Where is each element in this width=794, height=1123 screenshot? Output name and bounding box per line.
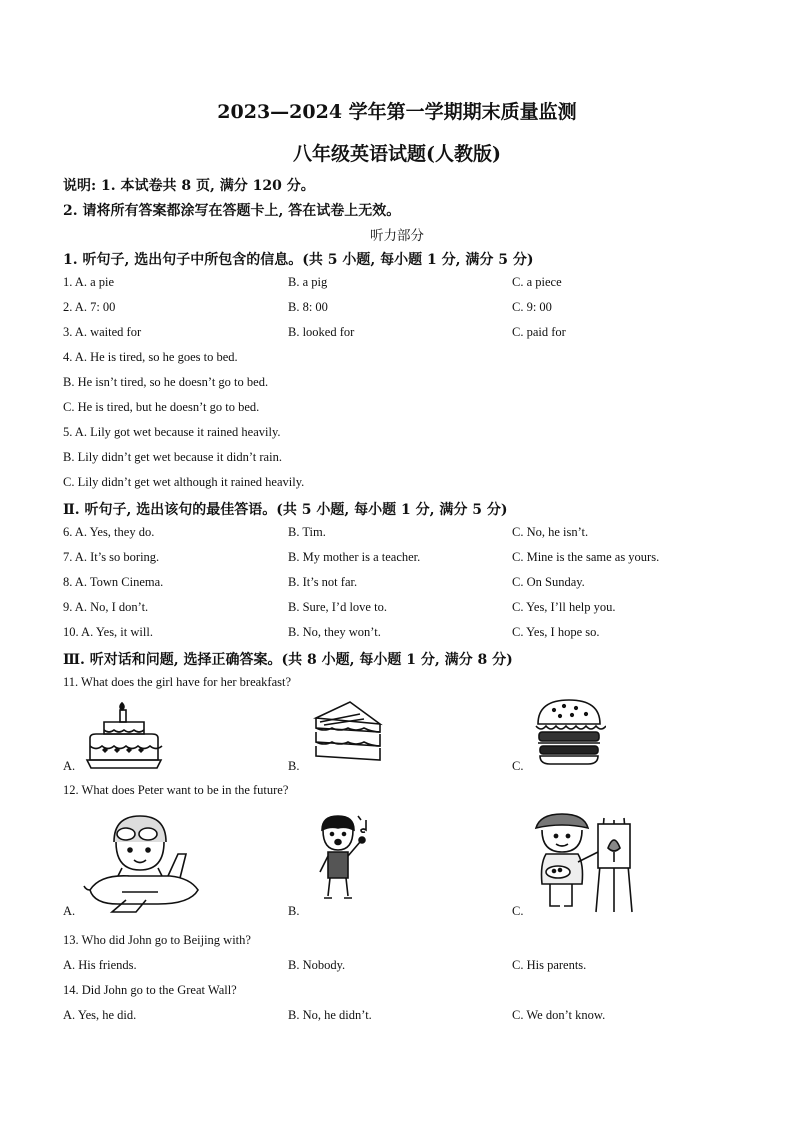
option-c: C. 9: 00: [512, 300, 552, 314]
option-c: C. No, he isn’t.: [512, 525, 589, 539]
option-c: C. paid for: [512, 325, 566, 339]
picture-label-a: A.: [63, 904, 76, 918]
question-line: [63, 375, 763, 393]
painter-with-easel-icon: [528, 810, 648, 914]
option-a: 1. A. a pie: [63, 275, 115, 289]
option-b: B. It’s not far.: [288, 575, 358, 589]
option-c: C. He is tired, but he doesn’t go to bed.: [63, 400, 260, 414]
option-c: C. His parents.: [512, 958, 587, 972]
option-c: C. Mine is the same as yours.: [512, 550, 660, 564]
option-c: C. On Sunday.: [512, 575, 585, 589]
option-b: B. Lily didn’t get wet because it didn’t rain.: [63, 450, 282, 464]
question-line: [63, 425, 763, 443]
question-row: [63, 275, 763, 293]
question-row: [63, 575, 763, 593]
note-2: 2. 请将所有答案都涂写在答题卡上, 答在试卷上无效。: [63, 203, 401, 219]
option-a: 4. A. He is tired, so he goes to bed.: [63, 350, 238, 364]
note-1: 说明: 1. 本试卷共 8 页, 满分 120 分。: [63, 178, 315, 194]
pilot-in-plane-icon: [82, 812, 202, 914]
question-line: [63, 475, 763, 493]
option-a: 3. A. waited for: [63, 325, 142, 339]
option-b: B. Tim.: [288, 525, 326, 539]
option-b: B. 8: 00: [288, 300, 328, 314]
question-row: [63, 325, 763, 343]
birthday-cake-icon: [84, 700, 164, 772]
option-b: B. No, he didn’t.: [288, 1008, 372, 1022]
option-b: B. a pig: [288, 275, 328, 289]
exam-subtitle: 八年级英语试题(人教版): [293, 143, 501, 165]
section-1-heading: 1. 听句子, 选出句子中所包含的信息。(共 5 小题, 每小题 1 分, 满分 5 分): [63, 252, 534, 268]
option-b: B. My mother is a teacher.: [288, 550, 421, 564]
option-c: C. Lily didn’t get wet although it rained heavily.: [63, 475, 305, 489]
option-a: 9. A. No, I don’t.: [63, 600, 149, 614]
question-row: [63, 1008, 763, 1026]
option-b: B. Nobody.: [288, 958, 346, 972]
picture-label-b: B.: [288, 759, 300, 773]
question-row: [63, 625, 763, 643]
option-a: 7. A. It’s so boring.: [63, 550, 160, 564]
question-row: [63, 300, 763, 318]
option-a: A. Yes, he did.: [63, 1008, 137, 1022]
question-line: [63, 400, 763, 418]
question-line: [63, 933, 763, 951]
question-line: [63, 983, 763, 1001]
option-b: B. He isn’t tired, so he doesn’t go to bed.: [63, 375, 269, 389]
exam-title: 2023—2024 学年第一学期期末质量监测: [217, 101, 577, 123]
option-a: 10. A. Yes, it will.: [63, 625, 153, 639]
option-a: 2. A. 7: 00: [63, 300, 116, 314]
question-line: [63, 350, 763, 368]
option-b: B. looked for: [288, 325, 355, 339]
question-12: 12. What does Peter want to be in the future?: [63, 783, 289, 797]
question-13: 13. Who did John go to Beijing with?: [63, 933, 251, 947]
option-b: B. Sure, I’d love to.: [288, 600, 387, 614]
hamburger-icon: [532, 696, 606, 768]
option-c: C. a piece: [512, 275, 562, 289]
option-a: 8. A. Town Cinema.: [63, 575, 164, 589]
question-line: [63, 675, 763, 693]
sandwich-icon: [306, 698, 388, 764]
question-row: [63, 550, 763, 568]
option-a: A. His friends.: [63, 958, 137, 972]
option-c: C. Yes, I’ll help you.: [512, 600, 616, 614]
picture-label-a: A.: [63, 759, 76, 773]
option-b: B. No, they won’t.: [288, 625, 381, 639]
section-2-heading: Ⅱ. 听句子, 选出该句的最佳答语。(共 5 小题, 每小题 1 分, 满分 5 分): [63, 502, 508, 518]
option-c: C. Yes, I hope so.: [512, 625, 600, 639]
option-a: 6. A. Yes, they do.: [63, 525, 155, 539]
question-14: 14. Did John go to the Great Wall?: [63, 983, 237, 997]
question-row: [63, 525, 763, 543]
boy-singing-icon: [306, 812, 376, 914]
option-a: 5. A. Lily got wet because it rained heavily.: [63, 425, 281, 439]
question-row: [63, 600, 763, 618]
option-c: C. We don’t know.: [512, 1008, 606, 1022]
picture-label-c: C.: [512, 904, 524, 918]
question-line: [63, 783, 763, 801]
section-3-heading: Ⅲ. 听对话和问题, 选择正确答案。(共 8 小题, 每小题 1 分, 满分 8 分): [63, 652, 513, 668]
picture-label-b: B.: [288, 904, 300, 918]
question-row: [63, 958, 763, 976]
picture-label-c: C.: [512, 759, 524, 773]
question-line: [63, 450, 763, 468]
question-11: 11. What does the girl have for her breakfast?: [63, 675, 292, 689]
part-title: 听力部分: [370, 228, 424, 244]
